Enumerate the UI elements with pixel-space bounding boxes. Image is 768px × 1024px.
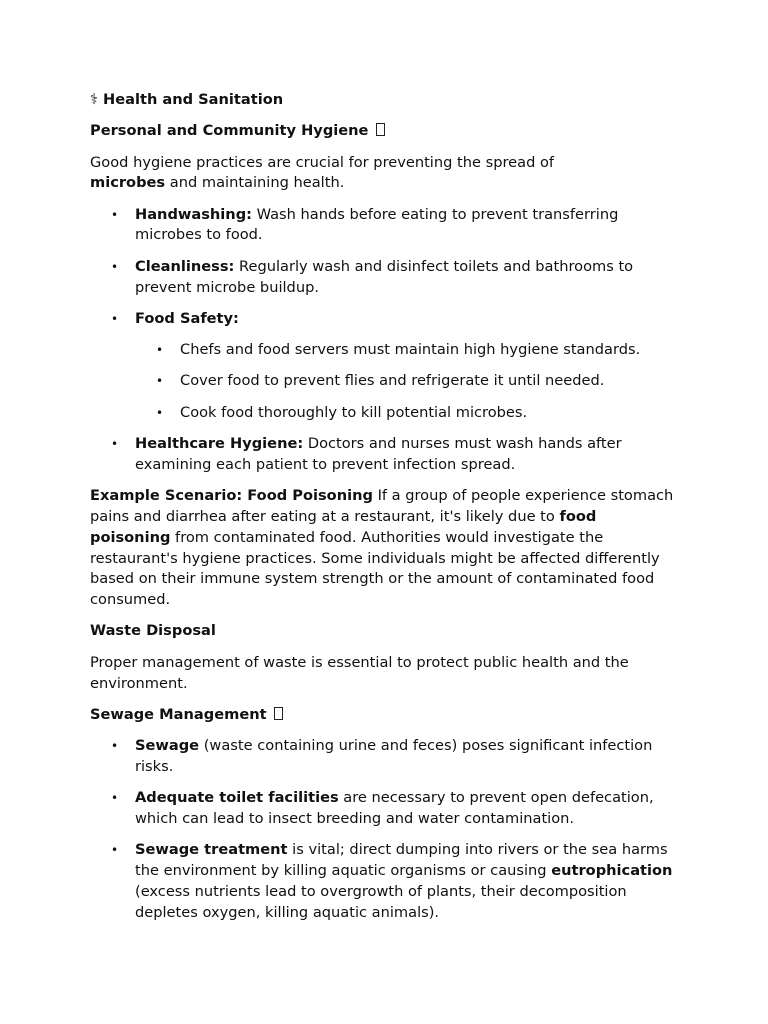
hygiene-intro-bold: microbes bbox=[90, 174, 166, 192]
list-item bbox=[135, 736, 678, 778]
document-title bbox=[90, 90, 678, 111]
missing-glyph-icon bbox=[274, 707, 283, 720]
list-item-bold-2: eutrophication bbox=[551, 862, 673, 880]
sublist-item: • Cover food to prevent flies and refrigerate it until needed. bbox=[180, 371, 678, 392]
list-item bbox=[135, 205, 678, 247]
list-item-text: (waste containing urine and feces) poses significant infection risks. bbox=[135, 737, 653, 775]
list-item-bold: Sewage treatment bbox=[135, 841, 288, 859]
list-item-text: is vital; direct dumping into rivers or the sea harms the environment by killing aquatic organisms or causing bbox=[135, 841, 668, 880]
list-item-text: are necessary to prevent open defecation, which can lead to insect breeding and water contamination. bbox=[135, 789, 654, 828]
list-item bbox=[135, 434, 678, 476]
list-item-bold: Food Safety: bbox=[135, 309, 239, 327]
sewage-list bbox=[90, 736, 678, 923]
section-heading-sewage bbox=[90, 705, 678, 726]
example-scenario-text-b: from contaminated food. Authorities would investigate the restaurant's hygiene practices. Some individuals might be affected differently based on their immune system strength or the amount of contaminated food consumed. bbox=[90, 528, 660, 609]
list-item-bold: Adequate toilet facilities bbox=[135, 789, 339, 807]
waste-paragraph: Proper management of waste is essential to protect public health and the environment. bbox=[90, 653, 629, 692]
missing-glyph-icon bbox=[376, 123, 385, 136]
list-item bbox=[135, 788, 678, 830]
list-item-bold: Handwashing: bbox=[135, 205, 252, 223]
list-item-bold: Cleanliness: bbox=[135, 257, 235, 275]
list-item-text: Doctors and nurses must wash hands after examining each patient to prevent infection spread. bbox=[135, 435, 622, 473]
hygiene-intro-text-b: and maintaining health. bbox=[165, 174, 345, 192]
list-item-bold: Healthcare Hygiene: bbox=[135, 435, 304, 453]
example-scenario-text-a: If a group of people experience stomach pains and diarrhea after eating at a restaurant, it's likely due to bbox=[90, 487, 674, 525]
document-title-text: Health and Sanitation bbox=[103, 91, 284, 108]
section-heading-waste: Waste Disposal bbox=[90, 622, 216, 640]
example-scenario-heading: Example Scenario: Food Poisoning bbox=[90, 487, 373, 505]
list-item bbox=[135, 840, 678, 923]
section-heading-sewage-text: Sewage Management bbox=[90, 705, 267, 723]
hygiene-intro bbox=[90, 153, 678, 195]
sublist-item: • Chefs and food servers must maintain high hygiene standards. bbox=[180, 340, 678, 361]
section-heading-hygiene bbox=[90, 121, 678, 142]
list-item bbox=[135, 309, 678, 424]
food-safety-sublist bbox=[135, 340, 678, 423]
list-item-text-2: (excess nutrients lead to overgrowth of plants, their decomposition depletes oxygen, killing aquatic animals). bbox=[135, 882, 627, 921]
example-scenario bbox=[90, 486, 678, 611]
hygiene-intro-text-a: Good hygiene practices are crucial for preventing the spread of bbox=[90, 153, 555, 171]
sublist-item: • Cook food thoroughly to kill potential microbes. bbox=[180, 403, 678, 424]
section-heading-hygiene-text: Personal and Community Hygiene bbox=[90, 122, 369, 140]
list-item-text: Regularly wash and disinfect toilets and bathrooms to prevent microbe buildup. bbox=[135, 257, 634, 296]
hygiene-list bbox=[90, 205, 678, 476]
list-item bbox=[135, 257, 678, 299]
example-scenario-bold: food poisoning bbox=[90, 507, 597, 546]
caduceus-icon: ⚕ bbox=[90, 91, 98, 108]
list-item-bold: Sewage bbox=[135, 737, 200, 755]
list-item-text: Wash hands before eating to prevent transferring microbes to food. bbox=[135, 205, 619, 244]
